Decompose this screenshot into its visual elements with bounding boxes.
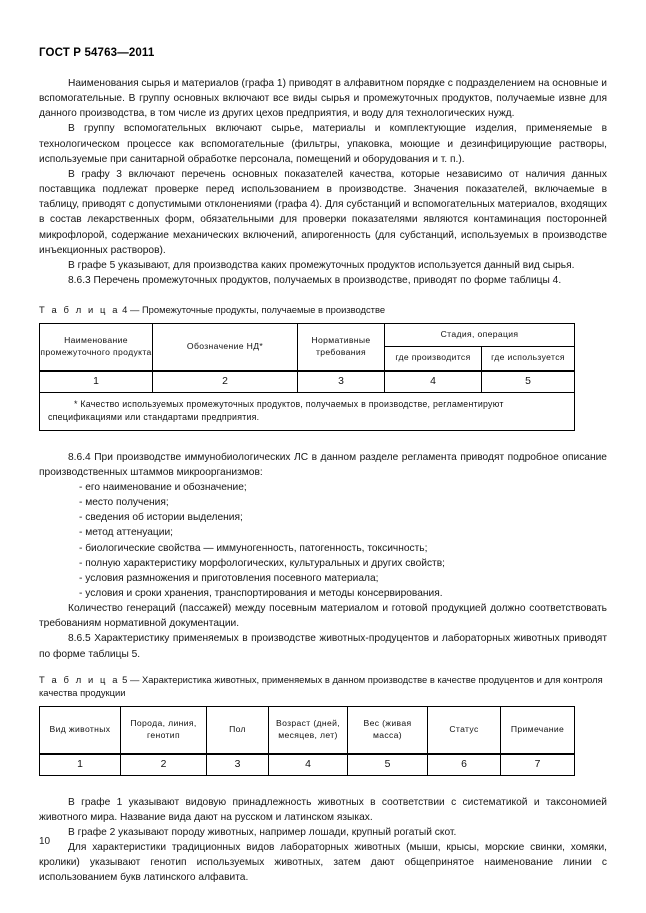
table4-header-used-where: где используется [482,346,575,371]
table4-caption-text: — Промежуточные продукты, получаемые в производстве [129,304,386,316]
table5-caption-number: 5 [122,673,128,685]
table4-caption-label: Т а б л и ц а [39,304,120,316]
paragraph-generations: Количество генераций (пассажей) между посевным материалом и готовой продукцией должно соответствовать требованиям нормативной документации. [39,603,607,630]
list-item: - полную характеристику морфологических, культуральных и других свойств; [79,557,445,569]
list-item: - его наименование и обозначение; [79,481,247,493]
table4-header-row-1 [40,323,575,346]
paragraph-column1-species: В графе 1 указывают видовую принадлежность животных в соответствии с систематикой и таксономией животного мира. Название вида дают на русском и латинском языках. [39,796,607,823]
table4-header-nd: Обозначение НД* [153,323,298,371]
table5-num-2: 2 [121,754,207,776]
paragraph-clause-8-6-4: 8.6.4 При производстве иммунобиологических ЛС в данном разделе регламента приводят подробное описание производственных штаммов микроорганизмов: [39,451,607,478]
table4-num-2: 2 [153,371,298,393]
table5-header-sex: Пол [207,706,269,754]
table5-header-species: Вид животных [40,706,121,754]
list-item: - место получения; [79,497,169,509]
table4-header-produced-where: где производится [385,346,482,371]
table5-header-note: Примечание [501,706,575,754]
table5-num-4: 4 [269,754,348,776]
table4-num-5: 5 [482,371,575,393]
table5-header-status: Статус [428,706,501,754]
document-header: ГОСТ Р 54763—2011 [39,47,155,59]
table4-footnote-text: * Качество используемых промежуточных продуктов, получаемых в производстве, регламентируют спецификациями или стандартами предприятия. [48,398,504,422]
table5-header-breed: Порода, линия, генотип [121,706,207,754]
list-item: - сведения об истории выделения; [79,512,243,524]
list-item: - биологические свойства — иммуногенность, патогенность, токсичность; [79,542,428,554]
table4-caption-number: 4 [122,304,128,316]
table5-num-7: 7 [501,754,575,776]
paragraph-column3-quality: В графу 3 включают перечень основных показателей качества, которые независимо от наличия данных поставщика подлежат проверке перед использованием в производстве. Значения показателей, включаемые в таблицу, приводят с допустимыми отклонениями (графа 4). Для субстанций и вспомогательных материалов, входящих в состав лекарственных форм, обязательными для проверки показателями являются контаминация посторонней микрофлорой, содержание механических включений, апирогенность (для субстанций, используемых в производстве инъекционных растворов). [39,168,607,256]
table5-num-1: 1 [40,754,121,776]
list-item: - метод аттенуации; [79,527,173,539]
paragraph-clause-8-6-3: 8.6.3 Перечень промежуточных продуктов, получаемых в производстве, приводят по форме таблицы 4. [68,275,562,287]
table4-header-name: Наименование промежуточного продукта [40,323,153,371]
table5-caption [39,673,607,700]
paragraph-column2-breed: В графе 2 указывают породу животных, например лошади, крупный рогатый скот. [68,826,457,838]
paragraph-lab-animals: Для характеристики традиционных видов лабораторных животных (мыши, крысы, морские свинки, хомяки, кролики) указывают генотип используемых животных, затем дают общепринятое наименование линии с использованием букв латинского алфавита. [39,842,607,884]
list-item: - условия размножения и приготовления посевного материала; [79,572,379,584]
paragraph-auxiliary-group: В группу вспомогательных включают сырье, материалы и комплектующие изделия, применяемые в технологическом процессе как вспомогательные (фильтры, упаковка, моющие и дезинфицирующие растворы, используемые при санитарной обработке персонала, помещений и оборудования и т. п.). [39,123,607,165]
table5-header-weight: Вес (живая масса) [348,706,428,754]
table5-num-6: 6 [428,754,501,776]
table4-number-row [40,371,575,393]
paragraph-clause-8-6-5: 8.6.5 Характеристику применяемых в производстве животных-продуцентов и лабораторных животных приводят по форме таблицы 5. [39,633,607,660]
table4-header-requirements: Нормативные требования [298,323,385,371]
table5-caption-label: Т а б л и ц а [39,673,120,685]
table5-num-5: 5 [348,754,428,776]
paragraph-column5: В графе 5 указывают, для производства каких промежуточных продуктов используется данный вид сырья. [68,259,575,271]
table5-num-3: 3 [207,754,269,776]
table5-number-row [40,754,575,776]
list-item: - условия и сроки хранения, транспортирования и методы консервирования. [79,588,443,599]
table5-header-row [40,706,575,754]
page-number: 10 [39,836,51,847]
table4-footnote-row [40,392,575,430]
table-animals-characteristics [39,706,575,776]
strain-description-list [39,480,607,601]
table-intermediate-products [39,323,575,431]
document-body [39,76,607,886]
paragraph-intro-materials: Наименования сырья и материалов (графа 1) приводят в алфавитном порядке с подразделением на основные и вспомогательные. В группу основных включают все виды сырья и промежуточных продуктов, получаемые извне для данного производства, в том числе из других цехов предприятия, и воду для технологических нужд. [39,78,607,120]
table4-num-1: 1 [40,371,153,393]
table4-num-3: 3 [298,371,385,393]
table5-header-age: Возраст (дней, месяцев, лет) [269,706,348,754]
table4-footnote-cell [40,392,575,430]
table4-num-4: 4 [385,371,482,393]
table4-header-stage-group: Стадия, операция [385,323,575,346]
table4-caption [39,303,607,316]
table5-caption-text: — Характеристика животных, применяемых в данном производстве в качестве продуцентов и для контроля качества продукции [39,673,603,699]
